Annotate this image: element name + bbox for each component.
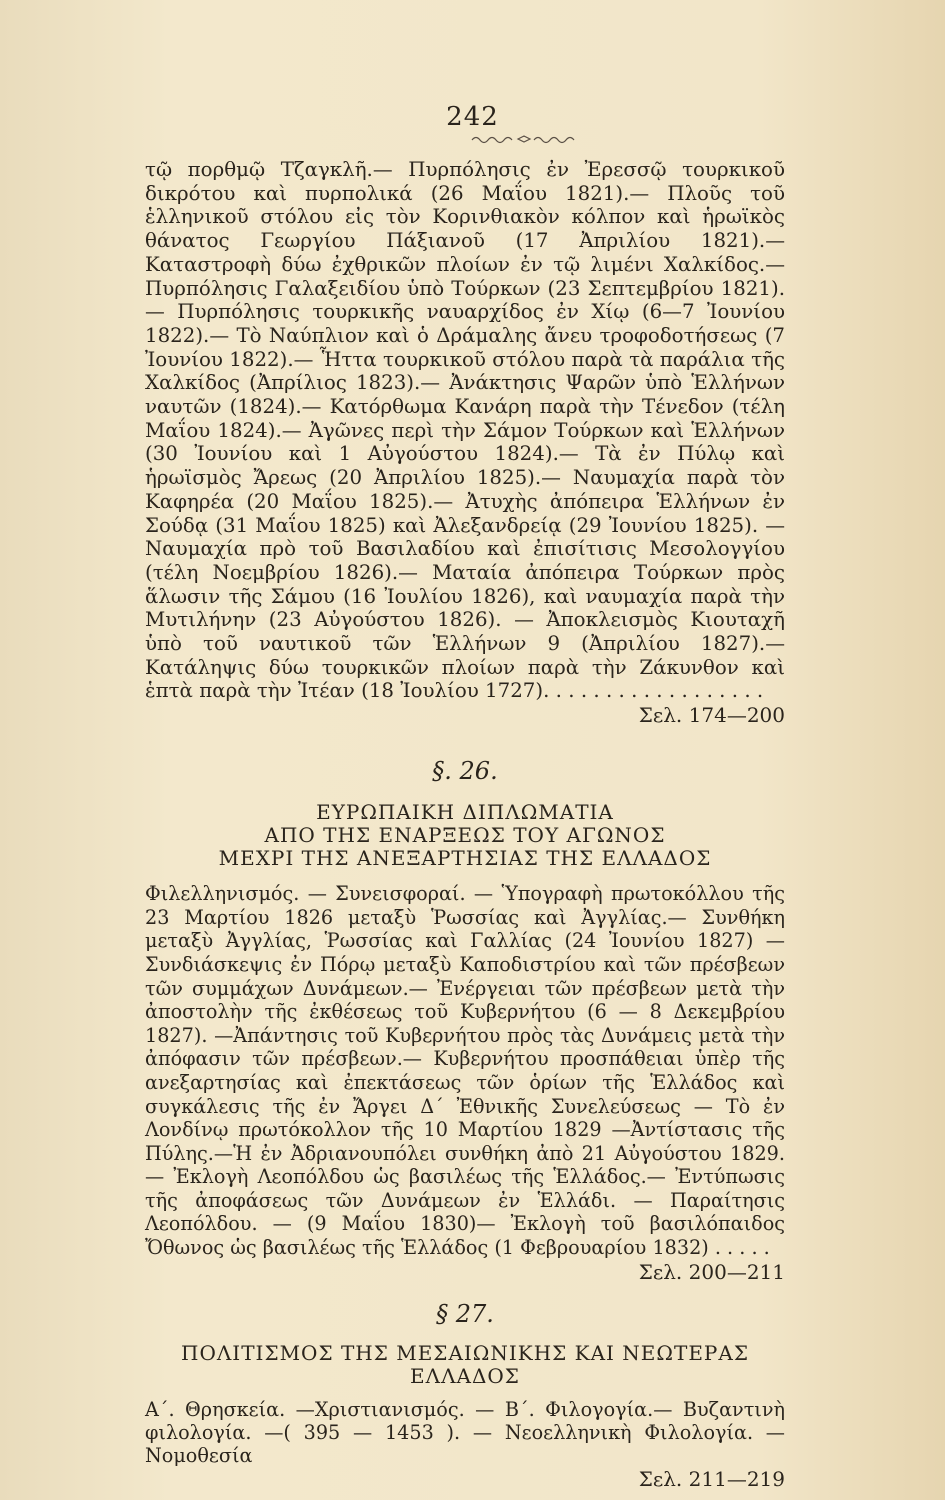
page-range: Σελ. 211—219 xyxy=(638,1466,785,1491)
section-26-page-ref xyxy=(145,1260,785,1284)
section-27-mark: § 27. xyxy=(436,1299,494,1328)
page-range: Σελ. 200—211 xyxy=(638,1259,785,1284)
page-number: 242 xyxy=(446,102,499,132)
section-25-page-ref xyxy=(145,703,785,727)
section-26-heading-line-1: ΕΥΡΩΠΑΙΚΗ ΔΙΠΛΩΜΑΤΙΑ xyxy=(316,800,614,825)
section-27-heading: ΠΟΛΙΤΙΣΜΟΣ ΤΗΣ ΜΕΣΑΙΩΝΙΚΗΣ ΚΑΙ ΝΕΩΤΕΡΑΣ ΕΛΛΑΔΟΣ xyxy=(181,1340,749,1388)
section-26-heading-line-3: ΜΕΧΡΙ ΤΗΣ ΑΝΕΞΑΡΤΗΣΙΑΣ ΤΗΣ ΕΛΛΑΔΟΣ xyxy=(218,846,712,871)
page-range: Σελ. 174—200 xyxy=(638,703,785,728)
contents-body xyxy=(145,158,785,1491)
section-26-heading-line-2: ΑΠΟ ΤΗΣ ΕΝΑΡΞΕΩΣ ΤΟΥ ΑΓΩΝΟΣ xyxy=(264,823,666,848)
section-27-page-ref xyxy=(145,1467,785,1491)
section-25-text: τῷ πορθμῷ Τζαγκλῆ.— Πυρπόλησις ἐν Ἐρεσσῷ τουρκικοῦ δικρότου καὶ πυρπολικά (26 Μαΐου 1821).— Πλοῦς τοῦ ἑλληνικοῦ στόλου εἰς τὸν Κορινθιακὸν κόλπον καὶ ἡρωϊκὸς θάνατος Γεωργίου Πάξιανοῦ (17 Ἀπριλίου 1821).— Καταστροφὴ δύω ἐχθρικῶν πλοίων ἐν τῷ λιμένι Χαλκίδος.— Πυρπόλησις Γαλαξειδίου ὑπὸ Τούρκων (23 Σεπτεμβρίου 1821).— Πυρπόλησις τουρκικῆς ναυαρχίδος ἐν Χίῳ (6—7 Ἰουνίου 1822).— Τὸ Ναύπλιον καὶ ὁ Δράμαλης ἄνευ τροφοδοτήσεως (7 Ἰουνίου 1822).— Ἧττα τουρκικοῦ στόλου παρὰ τὰ παράλια τῆς Χαλκίδος (Ἀπρίλιος 1823).— Ἀνάκτησις Ψαρῶν ὑπὸ Ἑλλήνων ναυτῶν (1824).— Κατόρθωμα Κανάρη παρὰ τὴν Τένεδον (τέλη Μαΐου 1824).— Ἀγῶνες περὶ τὴν Σάμον Τούρκων καὶ Ἑλλήνων (30 Ἰουνίου καὶ 1 Αὐγούστου 1824).— Τὰ ἐν Πύλῳ καὶ ἡρωϊσμὸς Ἄρεως (20 Ἀπριλίου 1825).— Ναυμαχία παρὰ τὸν Καφηρέα (20 Μαΐου 1825).— Ἀτυχὴς ἀπόπειρα Ἑλλήνων ἐν Σούδᾳ (31 Μαΐου 1825) καὶ Ἀλεξανδρείᾳ (29 Ἰουνίου 1825). — Ναυμαχία πρὸ τοῦ Βασιλαδίου καὶ ἐπισίτισις Μεσολογγίου (τέλη Νοεμβρίου 1826).— Ματαία ἀπόπειρα Τούρκων πρὸς ἅλωσιν τῆς Σάμου (16 Ἰουλίου 1826), καὶ ναυμαχία παρὰ τὴν Μυτιλήνην (23 Αὐγούστου 1826). — Ἀποκλεισμὸς Κιουταχῆ ὑπὸ τοῦ ναυτικοῦ τῶν Ἑλλήνων 9 (Ἀπριλίου 1827).— Κατάληψις δύω τουρκικῶν πλοίων παρὰ τὴν Ζάκυνθον καὶ ἑπτὰ παρὰ τὴν Ἰτέαν (18 Ἰουλίου 1727). . . . . . . . . . . . . . . . . . xyxy=(145,158,785,703)
section-26-mark: §. 26. xyxy=(432,757,498,786)
ornament-rule xyxy=(470,132,580,146)
section-27-text: Α΄. Θρησκεία. —Χριστιανισμός. — Β΄. Φιλογογία.— Βυζαντινὴ φιλολογία. —( 395 — 1453 ). — Νεοελληνικὴ Φιλολογία. — Νομοθεσία xyxy=(145,1397,785,1467)
section-26-text: Φιλελληνισμός. — Συνεισφοραί. — Ὑπογραφὴ πρωτοκόλλου τῆς 23 Μαρτίου 1826 μεταξὺ Ῥωσσίας καὶ Ἀγγλίας.— Συνθήκη μεταξὺ Ἀγγλίας, Ῥωσσίας καὶ Γαλλίας (24 Ἰουνίου 1827) — Συνδιάσκεψις ἐν Πόρῳ μεταξὺ Καποδιστρίου καὶ τῶν πρέσβεων τῶν συμμάχων Δυνάμεων.— Ἐνέργειαι τῶν πρέσβεων μετὰ τὴν ἀποστολὴν τῆς ἐκθέσεως τοῦ Κυβερνήτου (6 — 8 Δεκεμβρίου 1827). —Ἀπάντησις τοῦ Κυβερνήτου πρὸς τὰς Δυνάμεις μετὰ τὴν ἀπόφασιν τῶν πρέσβεων.— Κυβερνήτου προσπάθειαι ὑπὲρ τῆς ανεξαρτησίας καὶ ἐπεκτάσεως τῶν ὁρίων τῆς Ἑλλάδος καὶ συγκάλεσις τῆς ἐν Ἄργει Δ΄ Ἐθνικῆς Συνελεύσεως — Τὸ ἐν Λονδίνῳ πρωτόκολλον τῆς 10 Μαρτίου 1829 —Ἀντίστασις τῆς Πύλης.—Ἡ ἐν Ἀδριανουπόλει συνθήκη ἀπὸ 21 Αὐγούστου 1829. — Ἐκλογὴ Λεοπόλδου ὡς βασιλέως τῆς Ἑλλάδος.— Ἐντύπωσις τῆς ἀποφάσεως τῶν Δυνάμεων ἐν Ἑλλάδι. — Παραίτησις Λεοπόλδου. — (9 Μαΐου 1830)— Ἐκλογὴ τοῦ βασιλόπαιδος Ὄθωνος ὡς βασιλέως τῆς Ἑλλάδος (1 Φεβρουαρίου 1832) . . . . . xyxy=(145,882,785,1260)
